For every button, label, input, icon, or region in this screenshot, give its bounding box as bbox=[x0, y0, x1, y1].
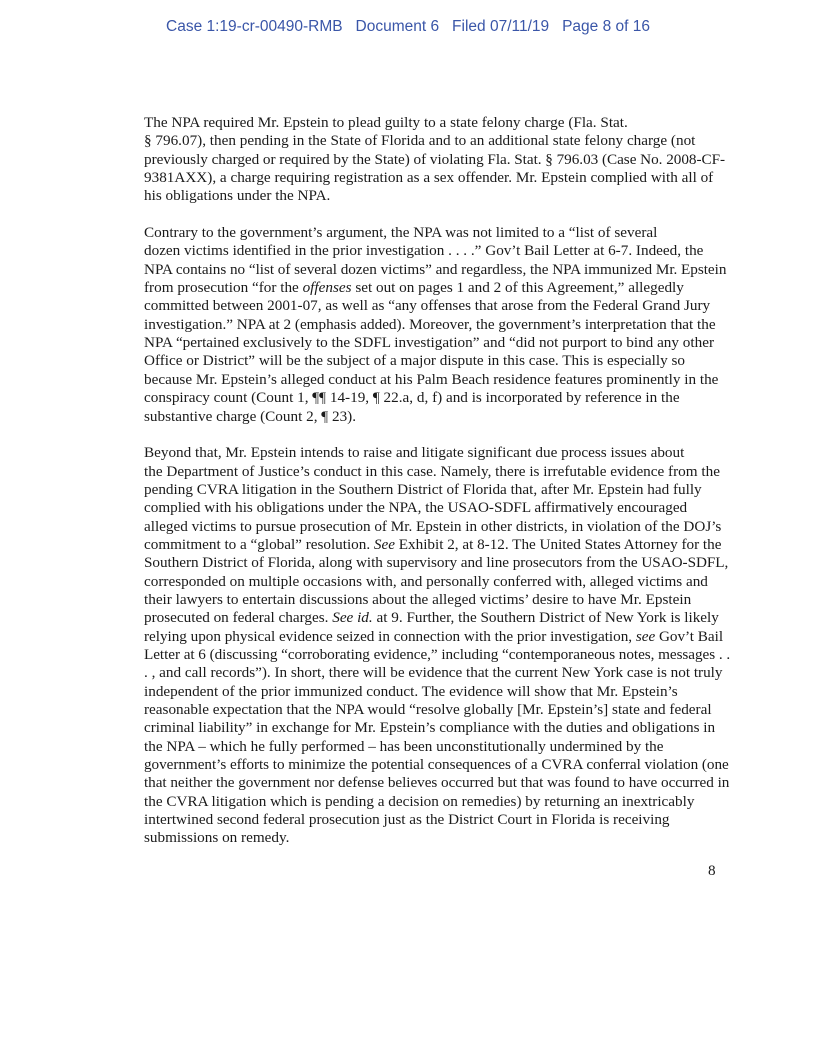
page-indicator: Page 8 of 16 bbox=[562, 18, 650, 35]
text-line bbox=[96, 260, 727, 279]
text-line bbox=[96, 279, 720, 297]
text-line bbox=[96, 352, 720, 370]
text-line bbox=[96, 518, 720, 536]
text-segment: Contrary to the government’s argument, the NPA was not limited to a “list of several bbox=[144, 224, 658, 242]
text-segment: corresponded on multiple occasions with, and personally conferred with, alleged victims and bbox=[144, 572, 708, 590]
text-line bbox=[96, 793, 720, 811]
text-segment: because Mr. Epstein’s alleged conduct at his Palm Beach residence features prominently in the bbox=[144, 370, 719, 388]
text-segment: NPA “pertained exclusively to the SDFL investigation” and “did not purport to bind any other bbox=[144, 334, 714, 352]
text-line bbox=[96, 444, 720, 462]
text-segment: NPA contains no “list of several dozen victims” and regardless, the NPA immunized Mr. Epstein bbox=[144, 260, 727, 278]
text-segment: from prosecution “for the bbox=[144, 279, 303, 297]
text-line bbox=[96, 187, 720, 205]
text-line bbox=[96, 591, 720, 609]
text-line bbox=[96, 554, 729, 572]
text-line bbox=[96, 114, 720, 132]
paragraph bbox=[96, 114, 726, 206]
text-segment: the Department of Justice’s conduct in this case. Namely, there is irrefutable evidence from the bbox=[144, 462, 720, 480]
emphasis-text: See bbox=[373, 535, 395, 553]
text-segment: Exhibit 2, at 8-12. The United States Attorney for the bbox=[394, 535, 722, 553]
text-line bbox=[96, 811, 720, 829]
text-line bbox=[96, 756, 729, 774]
document-number: Document 6 bbox=[355, 18, 440, 35]
text-line bbox=[96, 738, 720, 756]
text-line bbox=[96, 683, 720, 701]
document-body bbox=[96, 114, 731, 866]
emphasis-text: See id. bbox=[332, 609, 373, 627]
page-number: 8 bbox=[708, 862, 716, 879]
text-line bbox=[96, 536, 720, 554]
text-segment: pending CVRA litigation in the Southern District of Florida that, after Mr. Epstein had fully bbox=[144, 480, 702, 498]
text-segment: reasonable expectation that the NPA would “resolve globally [Mr. Epstein’s] state and federal bbox=[144, 701, 712, 718]
text-segment: complied with his obligations under the NPA, the USAO-SDFL affirmatively encouraged bbox=[144, 499, 688, 517]
text-line bbox=[96, 719, 720, 737]
text-segment: previously charged or required by the State) of violating Fla. Stat. § 796.03 (Case No. 2008-CF- bbox=[144, 150, 726, 168]
text-line bbox=[96, 645, 731, 664]
text-line bbox=[96, 242, 720, 260]
text-segment: the CVRA litigation which is pending a decision on remedies) by returning an inextricably bbox=[144, 792, 695, 810]
text-line bbox=[96, 316, 720, 334]
text-line bbox=[96, 150, 726, 169]
text-segment: government’s efforts to minimize the potential consequences of a CVRA conferral violation (one bbox=[144, 756, 729, 774]
text-segment: intertwined second federal prosecution just as the District Court in Florida is receiving bbox=[144, 811, 670, 829]
text-segment: relying upon physical evidence seized in connection with the prior investigation, bbox=[144, 627, 636, 645]
text-segment: conspiracy count (Count 1, ¶¶ 14-19, ¶ 22.a, d, f) and is incorporated by reference in the bbox=[144, 389, 680, 407]
text-segment: dozen victims identified in the prior investigation . . . .” Gov’t Bail Letter at 6-7. Indeed, the bbox=[144, 242, 704, 260]
text-line bbox=[96, 463, 720, 481]
text-line bbox=[96, 701, 720, 719]
text-line bbox=[96, 829, 720, 847]
text-line bbox=[96, 169, 720, 187]
emphasis-text: see bbox=[635, 627, 656, 645]
text-segment: Gov’t Bail bbox=[655, 627, 724, 645]
text-line bbox=[96, 132, 720, 150]
emphasis-text: offenses bbox=[302, 279, 352, 297]
text-segment: committed between 2001-07, as well as “any offenses that arose from the Federal Grand Jury bbox=[144, 297, 711, 315]
text-segment: § 796.07), then pending in the State of Florida and to an additional state felony charge (not bbox=[144, 132, 696, 150]
text-segment: Office or District” will be the subject of a major dispute in this case. This is especially so bbox=[144, 352, 685, 370]
text-line bbox=[96, 371, 720, 389]
text-line bbox=[96, 334, 720, 352]
text-segment: Beyond that, Mr. Epstein intends to raise and litigate significant due process issues about bbox=[144, 444, 685, 462]
text-line bbox=[96, 408, 720, 426]
text-line bbox=[96, 573, 720, 591]
text-segment: investigation.” NPA at 2 (emphasis added). Moreover, the government’s interpretation that the bbox=[144, 315, 716, 333]
text-line bbox=[96, 389, 720, 407]
text-segment: set out on pages 1 and 2 of this Agreement,” allegedly bbox=[351, 279, 684, 297]
text-segment: alleged victims to pursue prosecution of Mr. Epstein in other districts, in violation of the DOJ’s bbox=[144, 517, 722, 535]
text-segment: prosecuted on federal charges. bbox=[144, 609, 333, 627]
text-line bbox=[96, 627, 724, 646]
text-segment: . , and call records”). In short, there will be evidence that the current New York case is not truly bbox=[144, 664, 723, 682]
text-segment: substantive charge (Count 2, ¶ 23). bbox=[144, 407, 357, 425]
text-segment: their lawyers to entertain discussions about the alleged victims’ desire to have Mr. Epstein bbox=[144, 590, 692, 608]
text-line bbox=[96, 499, 720, 517]
text-line bbox=[96, 224, 720, 242]
text-segment: commitment to a “global” resolution. bbox=[144, 535, 374, 553]
text-segment: that neither the government nor defense believes occurred but that was found to have occurred in bbox=[144, 774, 730, 792]
text-line bbox=[96, 609, 720, 627]
text-segment: Letter at 6 (discussing “corroborating evidence,” including “contemporaneous notes, messages . . bbox=[144, 645, 731, 663]
text-line bbox=[96, 664, 723, 682]
text-segment: independent of the prior immunized conduct. The evidence will show that Mr. Epstein’s bbox=[144, 682, 678, 700]
paragraph bbox=[96, 224, 727, 426]
text-line bbox=[96, 297, 720, 315]
text-segment: criminal liability” in exchange for Mr. Epstein’s compliance with the duties and obligations in bbox=[144, 719, 716, 737]
case-number: Case 1:19-cr-00490-RMB bbox=[166, 18, 343, 35]
text-segment: submissions on remedy. bbox=[144, 829, 290, 847]
text-segment: 9381AXX), a charge requiring registration as a sex offender. Mr. Epstein complied with all of bbox=[144, 169, 714, 187]
text-segment: The NPA required Mr. Epstein to plead guilty to a state felony charge (Fla. Stat. bbox=[144, 114, 628, 131]
court-filing-header bbox=[0, 18, 816, 36]
text-segment: Southern District of Florida, along with supervisory and line prosecutors from the USAO-SDFL, bbox=[144, 554, 729, 572]
text-segment: at 9. Further, the Southern District of New York is likely bbox=[372, 609, 719, 627]
text-line bbox=[96, 481, 720, 499]
text-segment: the NPA – which he fully performed – has been unconstitutionally undermined by the bbox=[144, 737, 664, 755]
filed-date: Filed 07/11/19 bbox=[452, 18, 550, 35]
text-line bbox=[96, 774, 730, 792]
text-segment: his obligations under the NPA. bbox=[144, 187, 331, 205]
paragraph bbox=[96, 444, 731, 848]
